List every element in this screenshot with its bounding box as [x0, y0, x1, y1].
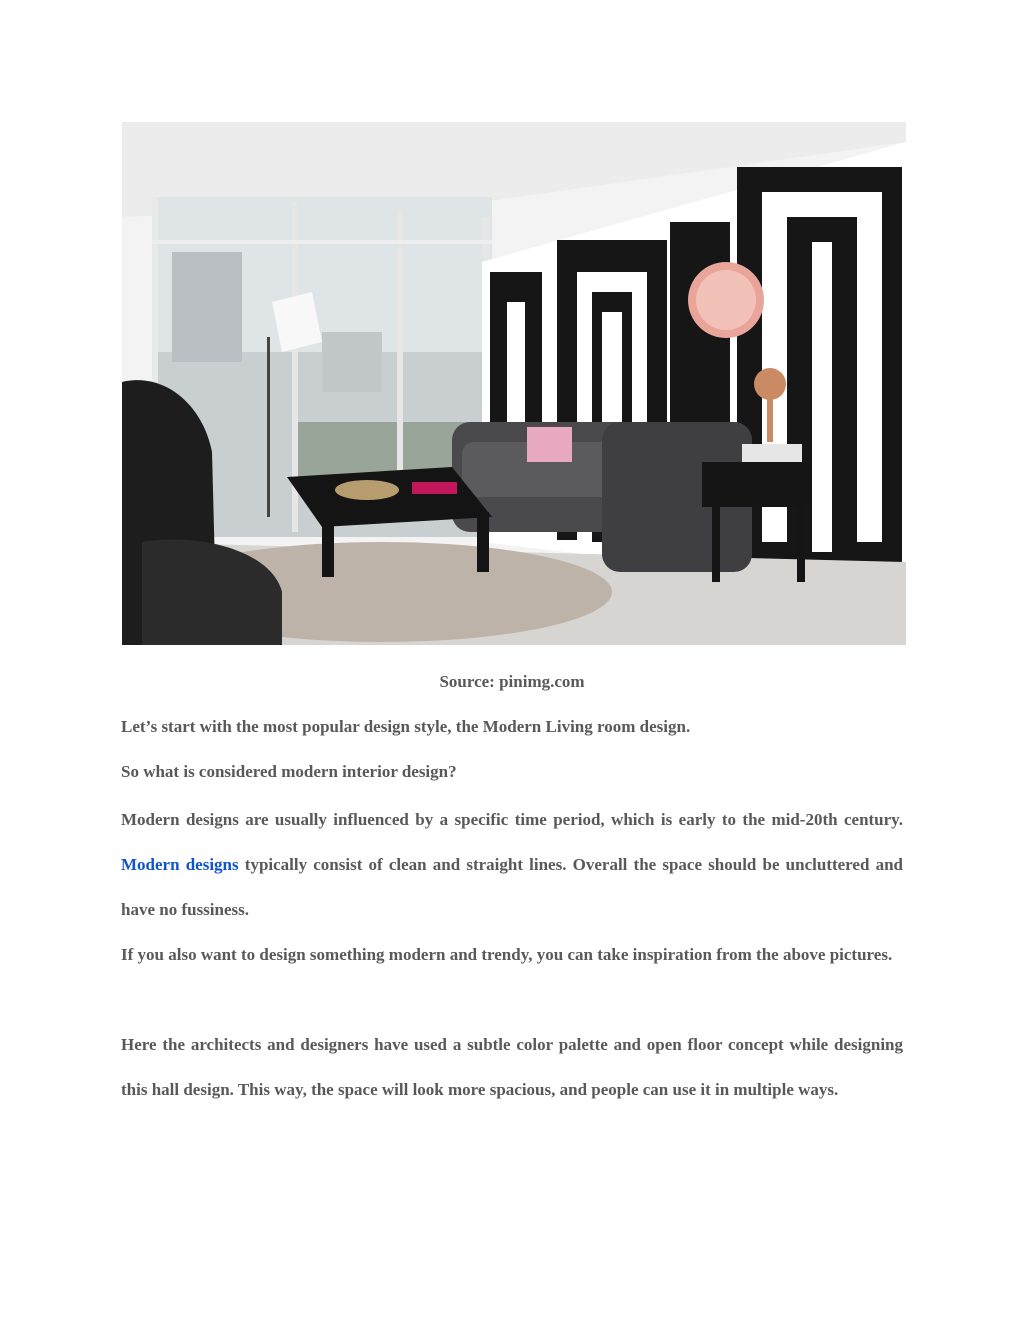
inspiration-paragraph: If you also want to design something modern and trendy, you can take inspiration from the above pictures.	[121, 945, 893, 964]
modern-designs-link[interactable]: Modern designs	[121, 855, 239, 874]
living-room-photo	[122, 122, 906, 645]
intro-paragraph: Let’s start with the most popular design style, the Modern Living room design.	[121, 717, 691, 736]
image-caption: Source: pinimg.com	[439, 672, 585, 691]
paragraph-text-end: typically consist of clean and straight lines. Overall the space should be uncluttered and have no fussiness.	[121, 855, 903, 919]
paragraph-text-start: Modern designs are usually influenced by a specific time period, which is early to the mid-20th century.	[121, 810, 903, 829]
modern-design-paragraph	[121, 797, 903, 932]
living-room-illustration	[122, 122, 906, 645]
question-heading: So what is considered modern interior design?	[121, 762, 457, 781]
architects-paragraph: Here the architects and designers have used a subtle color palette and open floor concept while designing this hall design. This way, the space will look more spacious, and people can use it in multiple ways.	[121, 1035, 903, 1099]
